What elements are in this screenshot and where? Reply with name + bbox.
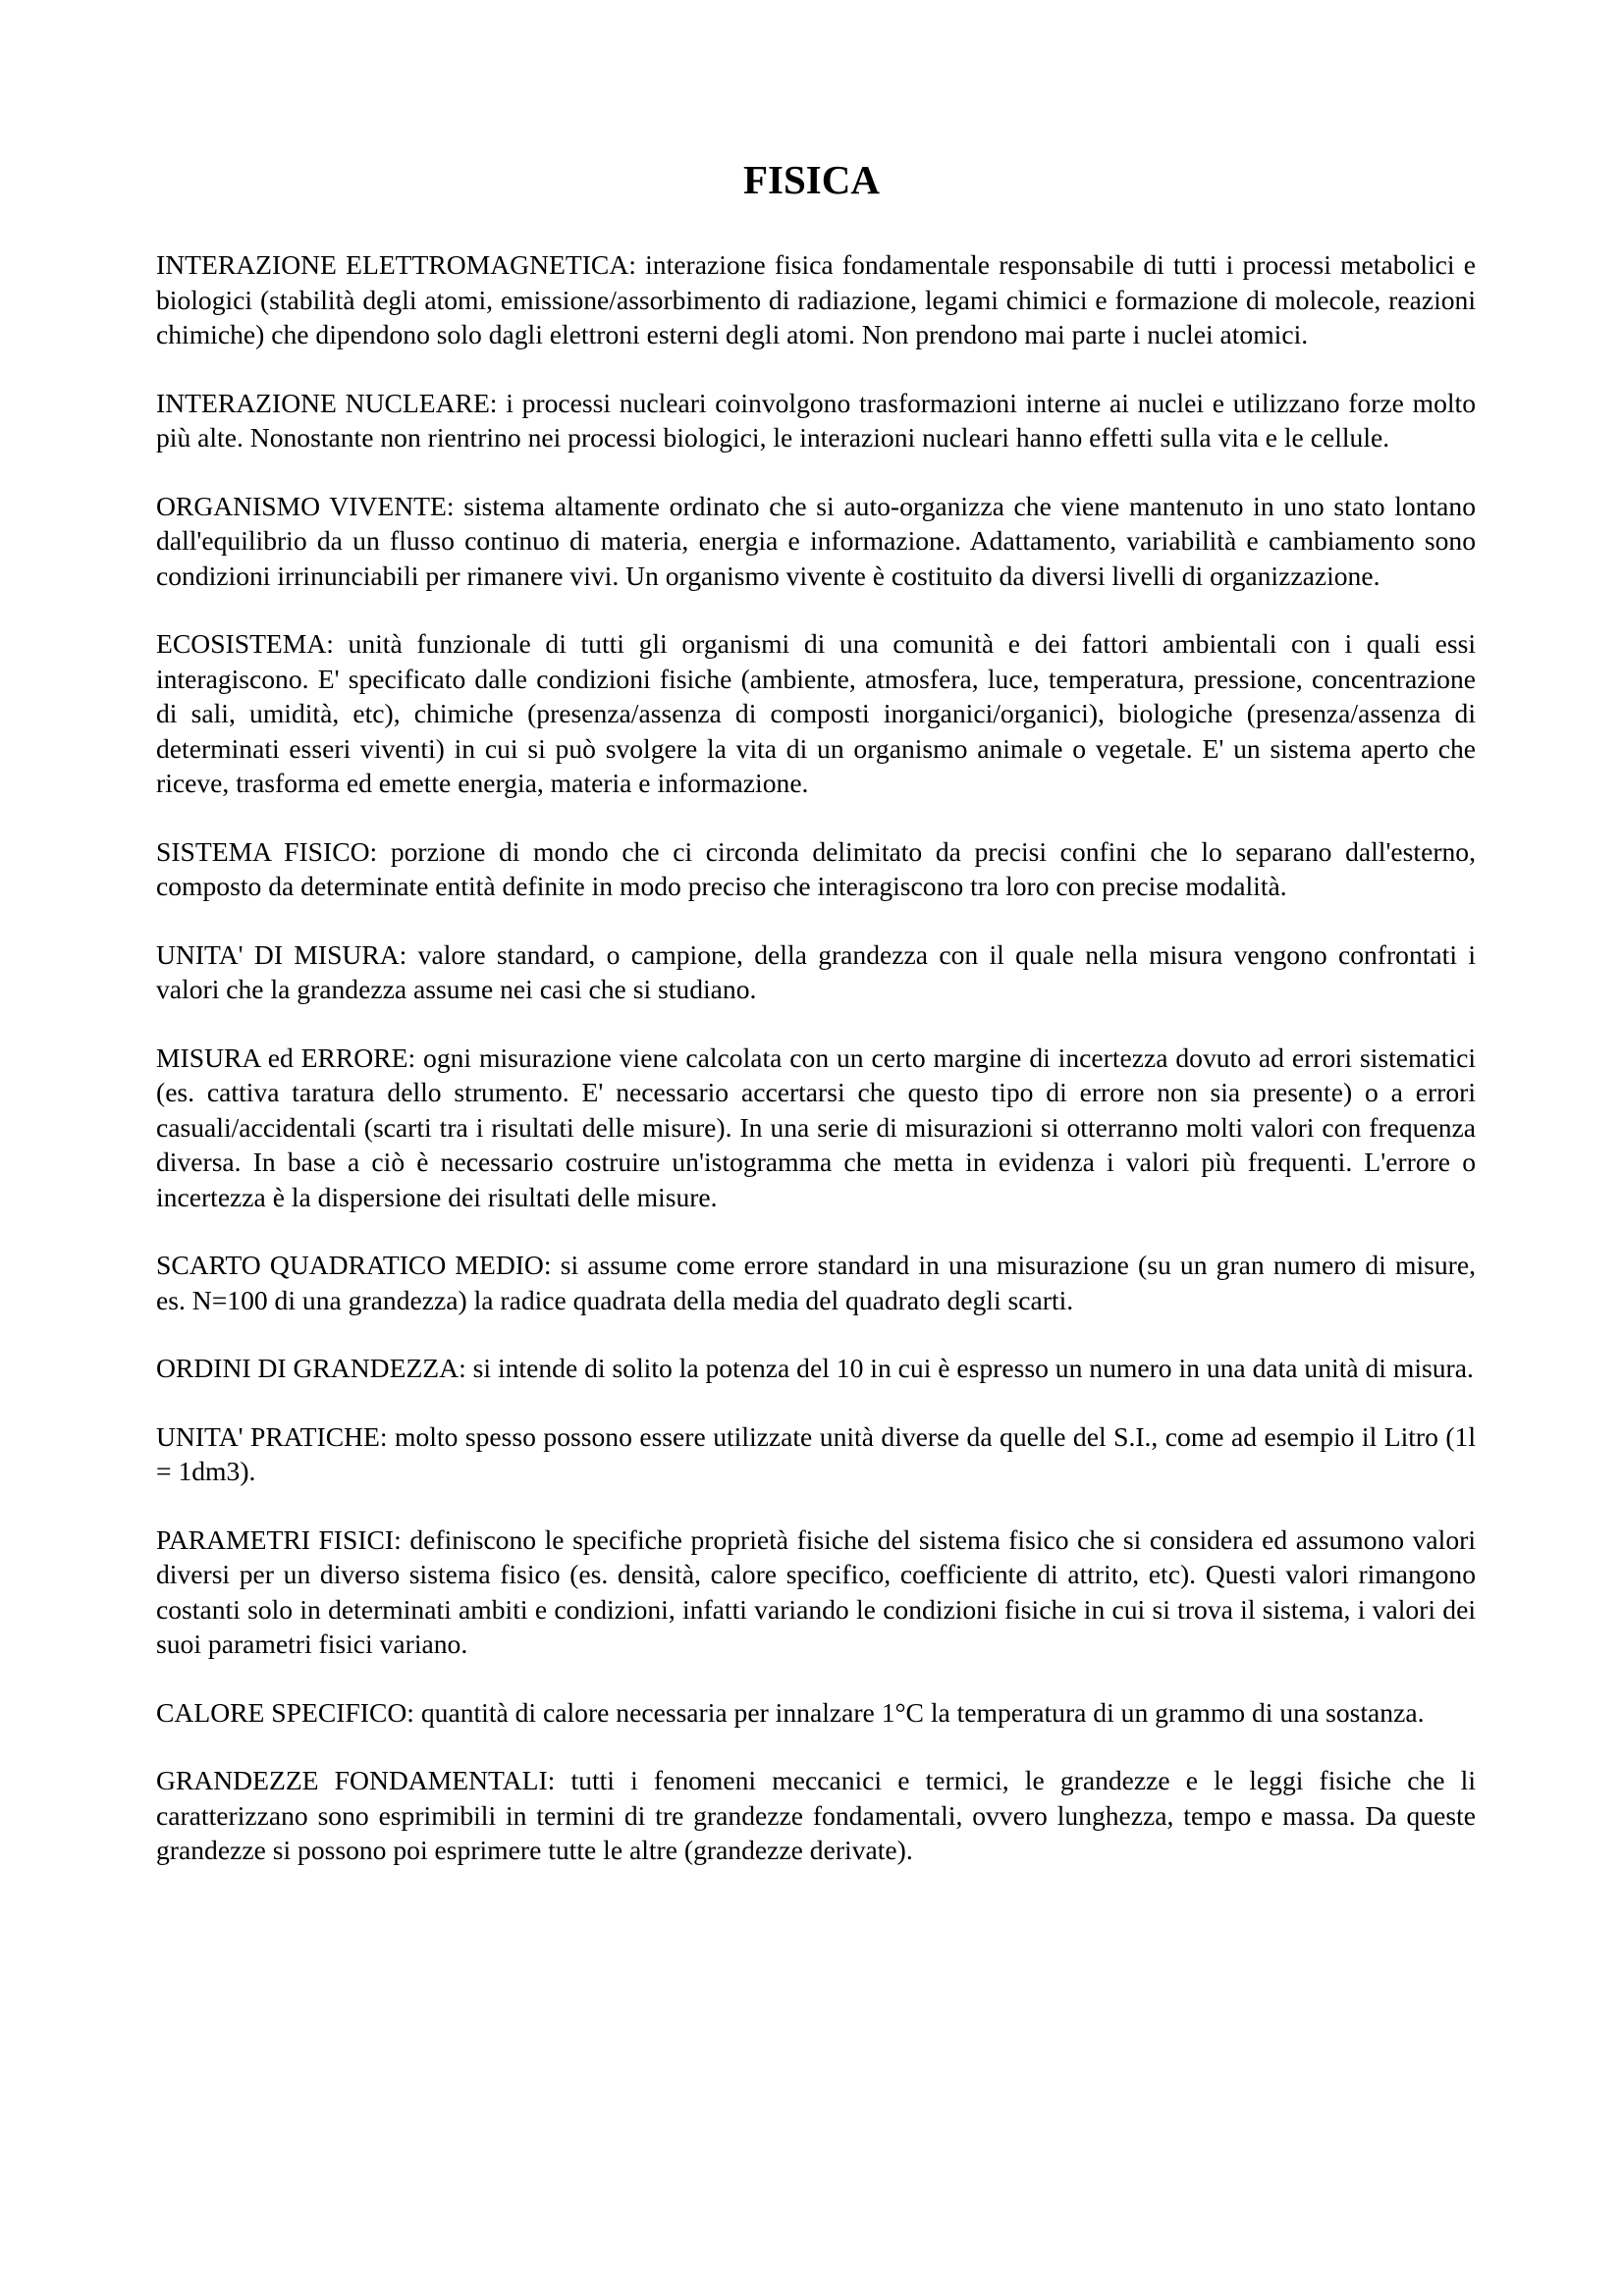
entry-term: ORDINI DI GRANDEZZA: bbox=[156, 1353, 466, 1383]
entry-term: INTERAZIONE ELETTROMAGNETICA: bbox=[156, 249, 636, 280]
glossary-entry bbox=[156, 247, 1476, 352]
glossary-entry bbox=[156, 489, 1476, 594]
entry-definition: ogni misurazione viene calcolata con un certo margine di incertezza dovuto ad errori sistematici (es. cattiva taratura dello strumento. E' necessario accertarsi che questo tipo di errore non sia presente) o a errori casuali/accidentali (scarti tra i risultati delle misure). In una serie di misurazioni si otterranno molti valori con frequenza diversa. In base a ciò è necessario costruire un'istogramma che metta in evidenza i valori più frequenti. L'errore o incertezza è la dispersione dei risultati delle misure. bbox=[156, 1041, 1477, 1212]
glossary-entry bbox=[156, 626, 1476, 801]
entry-definition: definiscono le specifiche proprietà fisiche del sistema fisico che si considera ed assumono valori diversi per un diverso sistema fisico (es. densità, calore specifico, coefficiente di attrito, etc). Questi valori rimangono costanti solo in determinati ambiti e condizioni, infatti variando le condizioni fisiche in cui si trova il sistema, i valori dei suoi parametri fisici variano. bbox=[156, 1523, 1476, 1659]
entry-definition: valore standard, o campione, della grandezza con il quale nella misura vengono confrontati i valori che la grandezza assume nei casi che si studiano. bbox=[156, 938, 1477, 1004]
entry-definition: tutti i fenomeni meccanici e termici, le grandezze e le leggi fisiche che li caratterizzano sono esprimibili in termini di tre grandezze fondamentali, ovvero lunghezza, tempo e massa. Da queste grandezze si possono poi esprimere tutte le altre (grandezze derivate). bbox=[156, 1765, 1477, 1865]
entry-term: CALORE SPECIFICO: bbox=[156, 1696, 414, 1728]
glossary-entry bbox=[156, 1522, 1476, 1662]
glossary-body bbox=[156, 247, 1476, 1901]
glossary-entry bbox=[156, 1041, 1476, 1215]
glossary-entry bbox=[156, 1763, 1476, 1868]
entry-definition: molto spesso possono essere utilizzate unità diverse da quelle del S.I., come ad esempio il Litro (1l = 1dm3). bbox=[156, 1420, 1476, 1486]
entry-definition: quantità di calore necessaria per innalzare 1°C la temperatura di un grammo di una sostanza. bbox=[413, 1696, 1425, 1728]
entry-definition: unità funzionale di tutti gli organismi di una comunità e dei fattori ambientali con i quali essi interagiscono. E' specificato dalle condizioni fisiche (ambiente, atmosfera, luce, temperatura, pressione, concentrazione di sali, umidità, etc), chimiche (presenza/assenza di composti inorganici/organici), biologiche (presenza/assenza di determinati esseri viventi) in cui si può svolgere la vita di un organismo animale o vegetale. E' un sistema aperto che riceve, trasforma ed emette energia, materia e informazione. bbox=[156, 628, 1476, 798]
glossary-entry bbox=[156, 937, 1476, 1007]
glossary-entry bbox=[156, 1695, 1476, 1731]
entry-term: ORGANISMO VIVENTE: bbox=[156, 490, 455, 521]
entry-term: INTERAZIONE NUCLEARE: bbox=[156, 387, 498, 418]
glossary-entry bbox=[156, 386, 1476, 455]
entry-term: GRANDEZZE FONDAMENTALI: bbox=[156, 1765, 556, 1795]
entry-definition: interazione fisica fondamentale responsabile di tutti i processi metabolici e biologici (stabilità degli atomi, emissione/assorbimento di radiazione, legami chimici e formazione di molecole, reazioni chimiche) che dipendono solo dagli elettroni esterni degli atomi. Non prendono mai parte i nuclei atomici. bbox=[156, 249, 1477, 349]
entry-term: SISTEMA FISICO: bbox=[156, 835, 378, 867]
entry-definition: i processi nucleari coinvolgono trasformazioni interne ai nuclei e utilizzano forze molto più alte. Nonostante non rientrino nei processi biologici, le interazioni nucleari hanno effetti sulla vita e le cellule. bbox=[156, 387, 1476, 453]
entry-term: PARAMETRI FISICI: bbox=[156, 1523, 402, 1555]
glossary-entry bbox=[156, 1351, 1476, 1386]
glossary-entry bbox=[156, 834, 1476, 904]
glossary-entry bbox=[156, 1419, 1476, 1489]
glossary-entry bbox=[156, 1248, 1476, 1317]
entry-term: MISURA ed ERRORE: bbox=[156, 1041, 416, 1073]
entry-term: UNITA' DI MISURA: bbox=[156, 938, 407, 970]
entry-term: SCARTO QUADRATICO MEDIO: bbox=[156, 1250, 552, 1280]
page-title: FISICA bbox=[743, 157, 880, 202]
entry-term: ECOSISTEMA: bbox=[156, 628, 334, 659]
entry-definition: sistema altamente ordinato che si auto-organizza che viene mantenuto in uno stato lontano dall'equilibrio da un flusso continuo di materia, energia e informazione. Adattamento, variabilità e cambiamento sono condizioni irrinunciabili per rimanere vivi. Un organismo vivente è costituito da diversi livelli di organizzazione. bbox=[156, 490, 1477, 591]
entry-definition: si assume come errore standard in una misurazione (su un gran numero di misure, es. N=100 di una grandezza) la radice quadrata della media del quadrato degli scarti. bbox=[156, 1250, 1476, 1315]
entry-term: UNITA' PRATICHE: bbox=[156, 1420, 388, 1452]
entry-definition: porzione di mondo che ci circonda delimitato da precisi confini che lo separano dall'esterno, composto da determinate entità definite in modo preciso che interagiscono tra loro con precise modalità. bbox=[156, 835, 1477, 901]
entry-definition: si intende di solito la potenza del 10 in cui è espresso un numero in una data unità di misura. bbox=[465, 1353, 1474, 1383]
